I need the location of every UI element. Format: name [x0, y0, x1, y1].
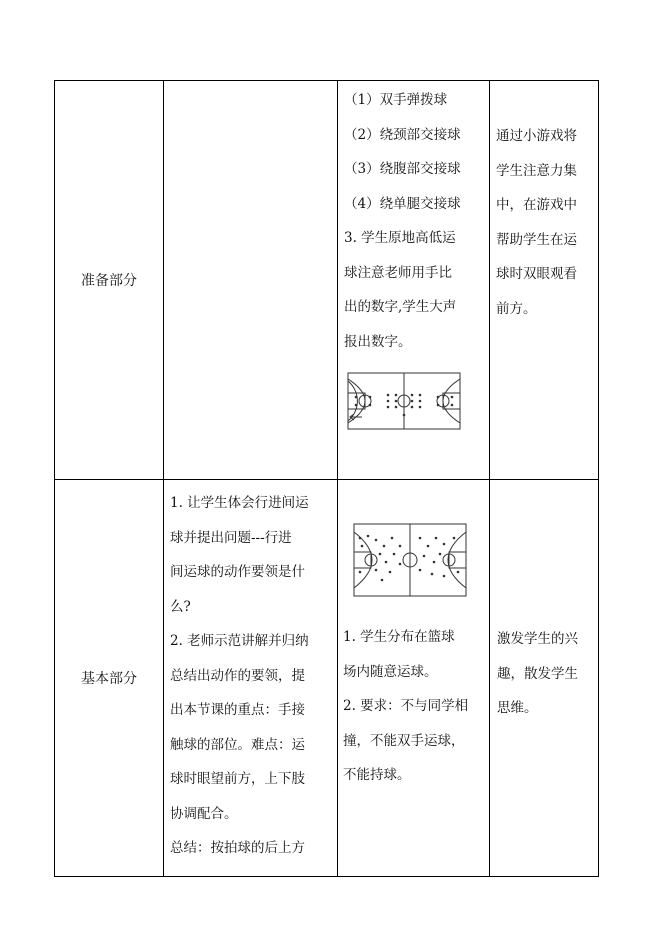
text-line: 球注意老师用手比 — [344, 264, 452, 281]
text-line: 3. 学生原地高低运 — [344, 230, 456, 246]
text-line: 么? — [170, 598, 191, 615]
text-line: 激发学生的兴 — [497, 631, 578, 647]
table-row — [55, 480, 599, 877]
teacher-activity-cell — [164, 480, 338, 877]
text-line: 总结出动作的要领，提 — [170, 667, 305, 684]
lesson-plan-table — [54, 80, 599, 877]
text-line: 总结：按拍球的后上方 — [170, 840, 305, 856]
text-line: 触球的部位。难点：运 — [170, 736, 305, 753]
text-line: 报出数字。 — [344, 333, 412, 350]
text-line: 球时眼望前方，上下肢 — [170, 771, 305, 787]
text-line: 出的数字,学生大声 — [344, 299, 457, 315]
text-line: （2）绕颈部交接球 — [344, 126, 461, 143]
basketball-court-diagram — [338, 359, 489, 449]
text-line: 撞，不能双手运球， — [343, 732, 465, 749]
text-line: 学生注意力集 — [496, 162, 577, 179]
text-line: （3）绕腹部交接球 — [344, 161, 461, 177]
text-line: 1. 学生分布在篮球 — [343, 629, 455, 645]
text-line: 帮助学生在运 — [496, 231, 577, 248]
text-line: 2. 老师示范讲解并归纳 — [170, 633, 309, 649]
text-line: 通过小游戏将 — [496, 128, 577, 144]
text-line: 2. 要求：不与同学相 — [343, 698, 469, 714]
student-activity-cell — [338, 480, 490, 877]
section-label-basic: 基本部分 — [55, 480, 164, 877]
text-line: 思维。 — [497, 700, 538, 716]
text-line: （1）双手弹拨球 — [344, 92, 448, 108]
purpose-cell — [490, 480, 599, 877]
text-line: 间运球的动作要领是什 — [170, 564, 305, 580]
text-line: 球并提出问题---行进 — [170, 529, 292, 546]
purpose-cell — [490, 81, 599, 480]
text-line: 场内随意运球。 — [343, 663, 438, 680]
text-line: 不能持球。 — [343, 767, 411, 783]
teacher-activity-cell — [164, 81, 338, 480]
table-row — [55, 81, 599, 480]
section-label-prep: 准备部分 — [55, 81, 164, 480]
text-line: 球时双眼观看 — [496, 266, 577, 282]
text-line: 趣，散发学生 — [497, 665, 578, 682]
text-line: 出本节课的重点：手接 — [170, 702, 305, 718]
basketball-court-diagram — [338, 480, 489, 620]
text-line: 1. 让学生体会行进间运 — [170, 495, 309, 511]
text-line: （4）绕单腿交接球 — [344, 195, 461, 212]
text-line: 中，在游戏中 — [496, 197, 577, 213]
student-activity-cell — [338, 81, 490, 480]
text-line: 前方。 — [496, 300, 537, 317]
text-line: 协调配合。 — [170, 805, 238, 822]
